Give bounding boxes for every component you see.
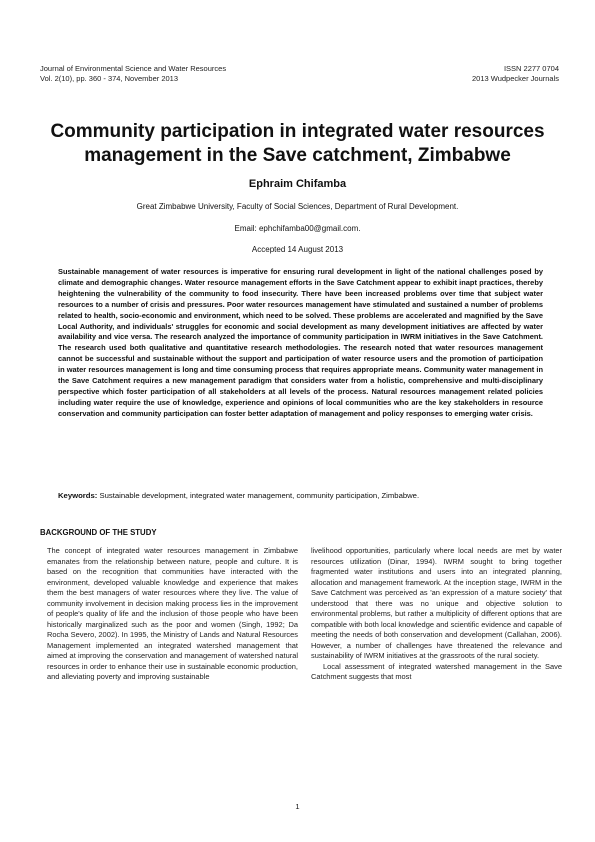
body-paragraph: The concept of integrated water resources management in Zimbabwe emanates from the relationship between nature, people and culture. It is based on the recognition that communities have interacted with the environment, developed valuable knowledge and experience that makes them the best managers of water resources where they live. The value of community involvement in decision making process lies in the improvement of people's quality of life and the inclusion of those people who have been historically marginalized such as the poor and women (Singh, 1992; Da Rocha Severo, 2002). In 1995, the Ministry of Lands and Natural Resources Management implemented an integrated watershed management that aimed at improving the conservation and management of watershed natural resources in order to enhance their use in sustainable economic production, and alleviating poverty and improving sustainable xyxy=(47,546,298,681)
accepted-date: Accepted 14 August 2013 xyxy=(251,245,344,254)
page-number: 1 xyxy=(295,802,300,811)
journal-name: Journal of Environmental Science and Water Resources xyxy=(40,64,227,73)
body-column-right xyxy=(311,546,562,683)
journal-header xyxy=(40,64,559,84)
abstract: Sustainable management of water resources is imperative for ensuring rural development in light of the national challenges posed by climate and demographic changes. Water resource management efforts in the Save Catchment appear to exhibit inapt practices, thereby heightening the vulnerability of the community to food insecurity. There have been increased problems over time that subject water resources to a number of crisis and pressures. Poor water resources management have stimulated and sustained a number of problems related to health, socio-economic and environment, which need to be solved. These problems are accelerated and magnified by the Save Local Authority, and individuals' struggles for economic and social development as many development initiatives are affected by water availability and vice versa. The research analyzed the importance of community participation in IWRM initiatives in the Save Catchment. The research used both qualitative and quantitative research methodologies. The research noted that water resources management cannot be successful and sustainable without the support and participation of water resource users and the promotion of participation in water resources management is long and time consuming process that requires appropriate means. Community water management in the Save Catchment requires a new management paradigm that considers water from a holistic, comprehensive and multi-disciplinary perspective which foster participation of all stakeholders at all levels of the process. Natural resources management related policies including water require the use of knowledge, experience and opinions of local communities who are the key stakeholders in resource conservation and community participation can foster better adaptation of management and policy responses to emerging water crisis. xyxy=(58,267,543,418)
body-paragraph: livelihood opportunities, particularly where local needs are met by water resources utilization (Dinar, 1994). IWRM sought to bring together fragmented water institutions and users into an integrated planning, allocation and management framework. At the inception stage, IWRM in the Save Catchment was perceived as 'an expression of a mature society' that understood that there was no unique and objective solution to environmental problems, but rather a multiplicity of different options that are compatible with both local knowledge and scientific evidence and capable of meeting the needs of both conservation and development (Callahan, 2006). However, a number of challenges have threatened the relevance and sustainability of IWRM initiatives at the grassroots of the rural society. xyxy=(311,546,562,660)
author-name: Ephraim Chifamba xyxy=(248,178,347,190)
keywords-text: Sustainable development, integrated water management, community participation, Zimbabwe. xyxy=(97,491,420,500)
section-heading: BACKGROUND OF THE STUDY xyxy=(40,528,157,537)
article-title: Community participation in integrated water resources management in the Save catchment, Zimbabwe xyxy=(50,121,545,166)
body-column-left xyxy=(47,546,298,683)
publisher: 2013 Wudpecker Journals xyxy=(472,74,559,83)
body-paragraph: Local assessment of integrated watershed management in the Save Catchment suggests that most xyxy=(311,661,562,681)
volume-info: Vol. 2(10), pp. 360 - 374, November 2013 xyxy=(40,74,179,83)
keywords xyxy=(58,491,543,501)
keywords-label: Keywords: xyxy=(58,491,98,500)
author-affiliation: Great Zimbabwe University, Faculty of Social Sciences, Department of Rural Development. xyxy=(136,202,459,211)
author-email: Email: ephchifamba00@gmail.com. xyxy=(234,224,361,233)
issn: ISSN 2277 0704 xyxy=(503,64,559,73)
